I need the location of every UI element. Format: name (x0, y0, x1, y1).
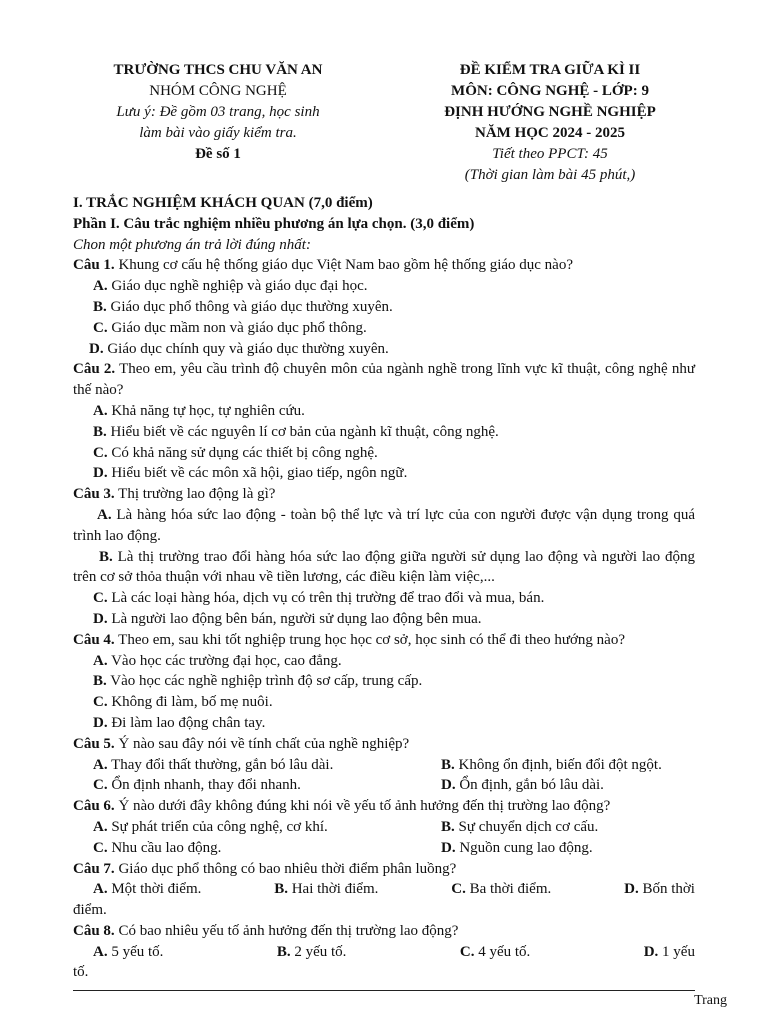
question-label: Câu 2. (73, 361, 116, 378)
option-text: Ba thời điểm. (465, 881, 552, 898)
option-text: Vào học các nghề nghiệp trình độ sơ cấp, trung cấp. (106, 673, 423, 690)
option-d (73, 713, 695, 734)
option-key: D. (441, 777, 456, 794)
option-text: Hiểu biết về các nguyên lí cơ bản của ngành kĩ thuật, công nghệ. (106, 423, 499, 440)
option-c (73, 318, 695, 339)
option-text: Không đi làm, bố mẹ nuôi. (107, 694, 273, 711)
option-text: Khả năng tự học, tự nghiên cứu. (107, 402, 305, 419)
header-left (73, 60, 363, 186)
question-8 (73, 921, 695, 942)
exam-subject: MÔN: CÔNG NGHỆ - LỚP: 9 (451, 83, 649, 99)
option-key: A. (93, 881, 108, 898)
option-text: Một thời điểm. (107, 881, 202, 898)
option-text: 2 yếu tố. (290, 943, 347, 960)
question-label: Câu 6. (73, 798, 115, 815)
option-key: C. (93, 590, 108, 607)
option-key: D. (89, 340, 104, 357)
option-key: C. (93, 444, 108, 461)
options-row (73, 879, 695, 900)
option-c (93, 838, 441, 859)
option-key: C. (93, 319, 108, 336)
option-key: C. (451, 881, 466, 898)
option-b (274, 879, 378, 900)
option-b (277, 942, 347, 963)
option-text: Hiểu biết về các môn xã hội, giao tiếp, ngôn ngữ. (107, 465, 408, 482)
option-key: C. (93, 839, 108, 856)
options-row (73, 755, 695, 776)
option-key: A. (93, 402, 108, 419)
exam-content (73, 193, 695, 983)
exam-code: Đề số 1 (195, 146, 241, 162)
option-text: Nhu cầu lao động. (107, 839, 222, 856)
option-text: Vào học các trường đại học, cao đẳng. (107, 652, 342, 669)
option-text: Hai thời điểm. (287, 881, 379, 898)
option-key: B. (274, 881, 288, 898)
options-row (73, 817, 695, 838)
question-text: Có bao nhiêu yếu tố ảnh hưởng đến thị trường lao động? (114, 922, 459, 939)
question-label: Câu 4. (73, 631, 115, 648)
option-key: A. (93, 278, 108, 295)
option-text: Thay đổi thất thường, gắn bó lâu dài. (107, 756, 334, 773)
option-c (93, 775, 441, 796)
question-label: Câu 1. (73, 257, 115, 274)
options-row (73, 838, 695, 859)
option-wrap: tố. (73, 964, 89, 981)
header-right (405, 60, 695, 186)
option-c (451, 879, 551, 900)
school-name: TRƯỜNG THCS CHU VĂN AN (113, 62, 323, 78)
option-key: A. (93, 818, 108, 835)
option-key: A. (97, 506, 112, 523)
exam-page (73, 60, 695, 983)
options-row (73, 942, 695, 963)
exam-period: Tiết theo PPCT: 45 (492, 146, 608, 162)
option-key: C. (93, 694, 108, 711)
option-key: D. (93, 465, 108, 482)
exam-topic: ĐỊNH HƯỚNG NGHỀ NGHIỆP (444, 104, 656, 120)
option-key: D. (643, 943, 659, 960)
option-text: Bốn thời (638, 881, 695, 898)
exam-note-line2: làm bài vào giấy kiểm tra. (139, 125, 297, 141)
options-row (73, 775, 695, 796)
option-text: Là các loại hàng hóa, dịch vụ có trên thị trường để trao đổi và mua, bán. (107, 590, 545, 607)
question-text: Ý nào dưới đây không đúng khi nói về yếu tố ảnh hưởng đến thị trường lao động? (114, 798, 611, 815)
option-text: 4 yếu tố. (474, 943, 531, 960)
question-text: Theo em, yêu cầu trình độ chuyên môn của ngành nghề trong lĩnh vực kĩ thuật, công nghệ như thế nào? (73, 361, 695, 399)
question-2 (73, 359, 695, 401)
question-1 (73, 255, 695, 276)
option-d (73, 339, 695, 360)
option-text: Là người lao động bên bán, người sử dụng lao động bên mua. (107, 610, 482, 627)
option-key: A. (93, 652, 108, 669)
question-6 (73, 796, 695, 817)
option-key: B. (276, 943, 291, 960)
option-key: A. (93, 756, 108, 773)
option-key: D. (624, 881, 639, 898)
part-title: Phần I. Câu trắc nghiệm nhiều phương án lựa chọn. (3,0 điểm) (73, 215, 475, 232)
question-label: Câu 8. (73, 922, 115, 939)
option-c (73, 588, 695, 609)
exam-time: (Thời gian làm bài 45 phút,) (464, 167, 636, 183)
question-text: Giáo dục phổ thông có bao nhiêu thời điểm phân luồng? (114, 860, 457, 877)
school-year: NĂM HỌC 2024 - 2025 (475, 125, 625, 141)
option-text: Ổn định, gắn bó lâu dài. (455, 777, 604, 794)
option-text: Là thị trường trao đổi hàng hóa sức lao động giữa người sử dụng lao động và người lao động trên cơ sở thỏa thuận với nhau về tiền lương, các điều kiện làm việc,... (73, 548, 695, 586)
question-5 (73, 734, 695, 755)
option-b (73, 671, 695, 692)
option-text: Sự chuyển dịch cơ cấu. (454, 818, 599, 835)
question-7 (73, 859, 695, 880)
option-key: D. (93, 714, 108, 731)
option-key: B. (93, 423, 107, 440)
option-text: Giáo dục chính quy và giáo dục thường xuyên. (103, 340, 389, 357)
option-key: B. (99, 548, 113, 565)
question-text: Ý nào sau đây nói về tính chất của nghề nghiệp? (114, 735, 410, 752)
option-d (73, 463, 695, 484)
question-4 (73, 630, 695, 651)
section-title: I. TRẮC NGHIỆM KHÁCH QUAN (7,0 điểm) (73, 195, 373, 211)
option-a (73, 276, 695, 297)
option-text: Đi làm lao động chân tay. (107, 714, 266, 731)
instruction: Chon một phương án trả lời đúng nhất: (73, 236, 311, 253)
question-text: Theo em, sau khi tốt nghiệp trung học học cơ sở, học sinh có thể đi theo hướng nào? (114, 631, 625, 648)
option-text: Nguồn cung lao động. (455, 839, 593, 856)
option-b (441, 817, 598, 838)
question-label: Câu 5. (73, 735, 115, 752)
question-label: Câu 7. (73, 860, 115, 877)
option-key: B. (441, 818, 455, 835)
option-key: D. (441, 839, 456, 856)
option-a (93, 755, 441, 776)
option-key: B. (441, 756, 455, 773)
option-text: 5 yếu tố. (107, 943, 164, 960)
option-key: C. (459, 943, 475, 960)
option-a (93, 879, 201, 900)
option-wrap: điểm. (73, 902, 107, 919)
option-key: D. (93, 610, 108, 627)
option-text: Sự phát triển của công nghệ, cơ khí. (107, 818, 328, 835)
option-a (73, 505, 695, 547)
option-c (73, 443, 695, 464)
page-footer: Trang (694, 993, 727, 1008)
option-c (460, 942, 530, 963)
option-a (73, 651, 695, 672)
option-d (624, 879, 695, 900)
option-b (441, 755, 662, 776)
option-text: Giáo dục mầm non và giáo dục phổ thông. (107, 319, 367, 336)
option-text: Là hàng hóa sức lao động - toàn bộ thể lực và trí lực của con người được vận dụng trong quá trình lao động. (73, 506, 695, 544)
option-b (73, 297, 695, 318)
exam-title: ĐỀ KIỂM TRA GIỮA KÌ II (459, 62, 641, 78)
question-label: Câu 3. (73, 486, 115, 503)
option-b (73, 547, 695, 589)
option-d (644, 942, 695, 963)
option-a (73, 401, 695, 422)
option-d (441, 838, 593, 859)
option-a (93, 817, 441, 838)
question-text: Thị trường lao động là gì? (114, 486, 276, 503)
option-key: A. (93, 943, 108, 960)
option-key: B. (93, 298, 107, 315)
option-text: Có khả năng sử dụng các thiết bị công nghệ. (107, 444, 378, 461)
option-text: Giáo dục phổ thông và giáo dục thường xuyên. (106, 298, 393, 315)
option-d (73, 609, 695, 630)
option-d (441, 775, 604, 796)
option-c (73, 692, 695, 713)
question-text: Khung cơ cấu hệ thống giáo dục Việt Nam bao gồm hệ thống giáo dục nào? (114, 257, 573, 274)
option-text: 1 yếu (658, 943, 695, 960)
department-name: NHÓM CÔNG NGHỆ (149, 83, 287, 99)
option-b (73, 422, 695, 443)
option-text: Ổn định nhanh, thay đổi nhanh. (107, 777, 301, 794)
option-text: Không ổn định, biến đổi đột ngột. (454, 756, 662, 773)
option-key: C. (93, 777, 108, 794)
option-text: Giáo dục nghề nghiệp và giáo dục đại học. (107, 278, 368, 295)
question-3 (73, 484, 695, 505)
footer-divider (73, 990, 695, 991)
option-a (93, 942, 163, 963)
option-key: B. (93, 673, 107, 690)
exam-note-line1: Lưu ý: Đề gồm 03 trang, học sinh (116, 104, 320, 120)
exam-header (73, 60, 695, 186)
